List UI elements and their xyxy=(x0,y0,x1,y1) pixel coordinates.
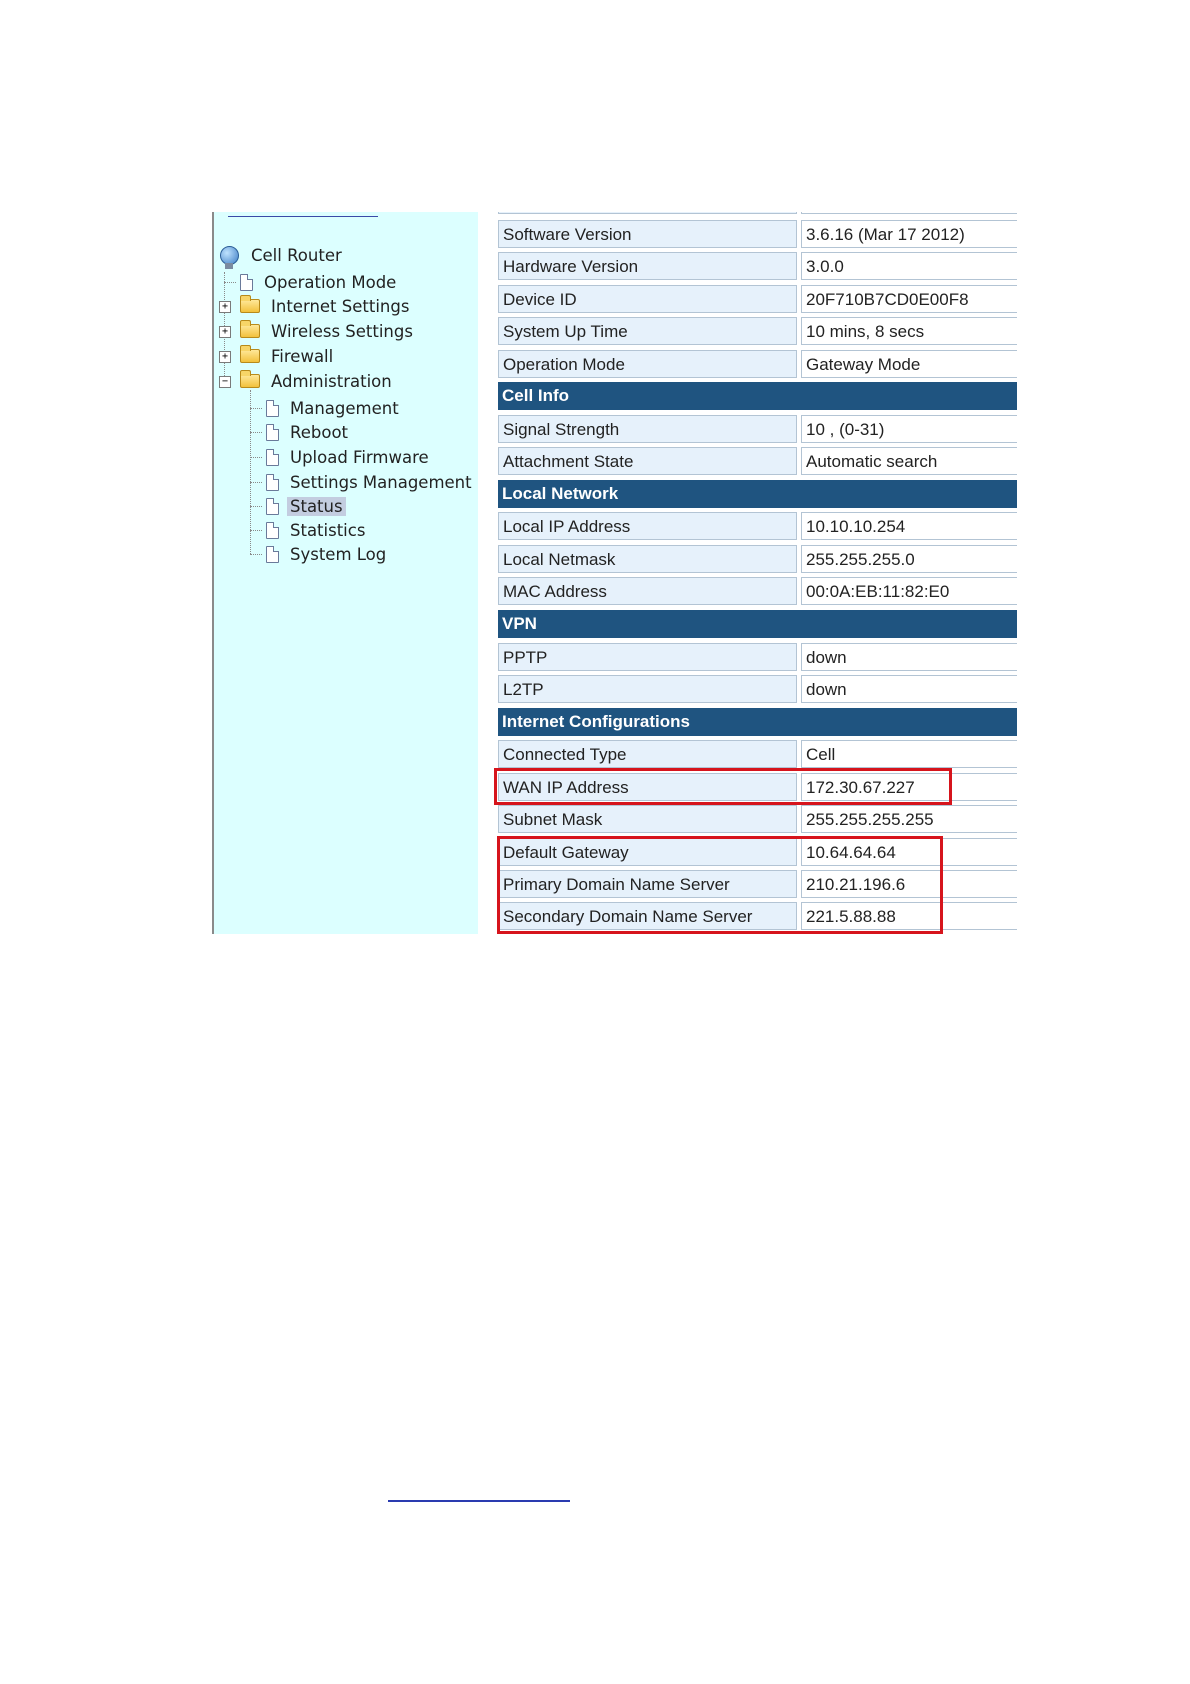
collapse-minus-icon[interactable]: − xyxy=(219,376,231,388)
tree-item-label: System Log xyxy=(290,544,387,564)
page-icon xyxy=(240,274,253,291)
row-label: Secondary Domain Name Server xyxy=(498,902,797,930)
row-label: Local Netmask xyxy=(498,545,797,573)
table-row xyxy=(498,447,1017,475)
tree-item-operation-mode[interactable] xyxy=(240,271,399,293)
page-icon xyxy=(266,522,279,539)
tree-connector xyxy=(250,530,262,531)
section-header-cell-info: Cell Info xyxy=(498,382,1017,410)
tree-item-label: Administration xyxy=(271,371,392,391)
open-folder-icon xyxy=(240,374,260,388)
tree-item-label: Operation Mode xyxy=(264,272,397,292)
row-value: 172.30.67.227 xyxy=(801,773,1017,801)
tree-item-internet-settings[interactable] xyxy=(240,295,412,317)
row-label: Subnet Mask xyxy=(498,805,797,833)
row-label: Device ID xyxy=(498,285,797,313)
row-label: Connected Type xyxy=(498,740,797,768)
tree-item-upload-firmware[interactable] xyxy=(266,446,432,468)
table-row xyxy=(498,317,1017,345)
table-row xyxy=(498,252,1017,280)
table-row xyxy=(498,285,1017,313)
tree-item-label: Firewall xyxy=(271,346,334,366)
tree-item-wireless-settings[interactable] xyxy=(240,320,416,342)
highlight-box-gateway-dns xyxy=(497,836,943,934)
folder-icon xyxy=(240,324,260,338)
table-row xyxy=(498,545,1017,573)
table-row xyxy=(498,805,1017,833)
table-row xyxy=(498,675,1017,703)
tree-item-label: Upload Firmware xyxy=(290,447,429,467)
row-value: Automatic search xyxy=(801,447,1017,475)
top-links-fragment xyxy=(228,212,378,217)
tree-connector xyxy=(250,408,262,409)
tree-connector xyxy=(224,282,236,283)
row-value: 210.21.196.6 xyxy=(801,870,1017,898)
row-label xyxy=(498,212,797,214)
row-value: 10 , (0-31) xyxy=(801,415,1017,443)
table-row xyxy=(498,415,1017,443)
row-value: 221.5.88.88 xyxy=(801,902,1017,930)
row-label: Signal Strength xyxy=(498,415,797,443)
hyperlink-underline[interactable] xyxy=(388,1500,570,1502)
expand-plus-icon[interactable]: + xyxy=(219,301,231,313)
router-status-screenshot xyxy=(212,212,1017,934)
tree-item-status[interactable] xyxy=(266,495,346,517)
row-value: 3.6.16 (Mar 17 2012) xyxy=(801,220,1017,248)
row-value: down xyxy=(801,643,1017,671)
tree-root-cell-router[interactable] xyxy=(220,244,345,266)
highlight-box-wan-ip xyxy=(494,768,952,805)
row-label: Local IP Address xyxy=(498,512,797,540)
row-value: 20F710B7CD0E00F8 xyxy=(801,285,1017,313)
row-value: 00:0A:EB:11:82:E0 xyxy=(801,577,1017,605)
row-label: WAN IP Address xyxy=(498,773,797,801)
row-label: Primary Domain Name Server xyxy=(498,870,797,898)
row-value: 10.10.10.254 xyxy=(801,512,1017,540)
row-value: Gateway Mode xyxy=(801,350,1017,378)
row-value: 3.0.0 xyxy=(801,252,1017,280)
expand-plus-icon[interactable]: + xyxy=(219,326,231,338)
row-label: Attachment State xyxy=(498,447,797,475)
tree-root-label: Cell Router xyxy=(251,245,342,265)
tree-item-label-selected: Status xyxy=(287,497,346,516)
page-icon xyxy=(266,449,279,466)
tree-item-label: Internet Settings xyxy=(271,296,410,316)
row-label: Operation Mode xyxy=(498,350,797,378)
row-label: PPTP xyxy=(498,643,797,671)
section-header-local-network: Local Network xyxy=(498,480,1017,508)
row-value: Cell xyxy=(801,740,1017,768)
row-label: System Up Time xyxy=(498,317,797,345)
table-row xyxy=(498,740,1017,768)
table-row xyxy=(498,577,1017,605)
tree-item-label: Statistics xyxy=(290,520,366,540)
tree-connector xyxy=(250,482,262,483)
table-row xyxy=(498,643,1017,671)
row-value: 10.64.64.64 xyxy=(801,838,1017,866)
tree-item-firewall[interactable] xyxy=(240,345,336,367)
network-globe-icon xyxy=(220,246,239,265)
row-value: 255.255.255.0 xyxy=(801,545,1017,573)
row-value: 10 mins, 8 secs xyxy=(801,317,1017,345)
row-value: down xyxy=(801,675,1017,703)
tree-item-reboot[interactable] xyxy=(266,421,351,443)
folder-icon xyxy=(240,299,260,313)
row-label: Software Version xyxy=(498,220,797,248)
row-value xyxy=(801,212,1017,214)
section-header-internet-configurations: Internet Configurations xyxy=(498,708,1017,736)
row-label: MAC Address xyxy=(498,577,797,605)
page-icon xyxy=(266,424,279,441)
table-row xyxy=(498,512,1017,540)
row-label: Default Gateway xyxy=(498,838,797,866)
tree-item-label: Wireless Settings xyxy=(271,321,413,341)
page-icon xyxy=(266,546,279,563)
tree-item-statistics[interactable] xyxy=(266,519,368,541)
table-row xyxy=(498,350,1017,378)
page-icon xyxy=(266,474,279,491)
tree-connector xyxy=(250,432,262,433)
table-row xyxy=(498,220,1017,248)
row-label: L2TP xyxy=(498,675,797,703)
table-row-partial xyxy=(498,212,1017,214)
tree-item-system-log[interactable] xyxy=(266,543,389,565)
page-icon xyxy=(266,498,279,515)
tree-item-label: Reboot xyxy=(290,422,349,442)
tree-item-management[interactable] xyxy=(266,397,402,419)
row-value: 255.255.255.255 xyxy=(801,805,1017,833)
tree-item-administration[interactable] xyxy=(240,370,395,392)
tree-item-settings-management[interactable] xyxy=(266,471,475,493)
tree-connector xyxy=(250,506,262,507)
tree-item-label: Settings Management xyxy=(290,472,472,492)
expand-plus-icon[interactable]: + xyxy=(219,351,231,363)
navigation-tree xyxy=(212,212,478,934)
section-header-vpn: VPN xyxy=(498,610,1017,638)
tree-connector xyxy=(250,554,262,555)
tree-item-label: Management xyxy=(290,398,399,418)
tree-connector xyxy=(250,457,262,458)
row-label: Hardware Version xyxy=(498,252,797,280)
folder-icon xyxy=(240,349,260,363)
page-icon xyxy=(266,400,279,417)
